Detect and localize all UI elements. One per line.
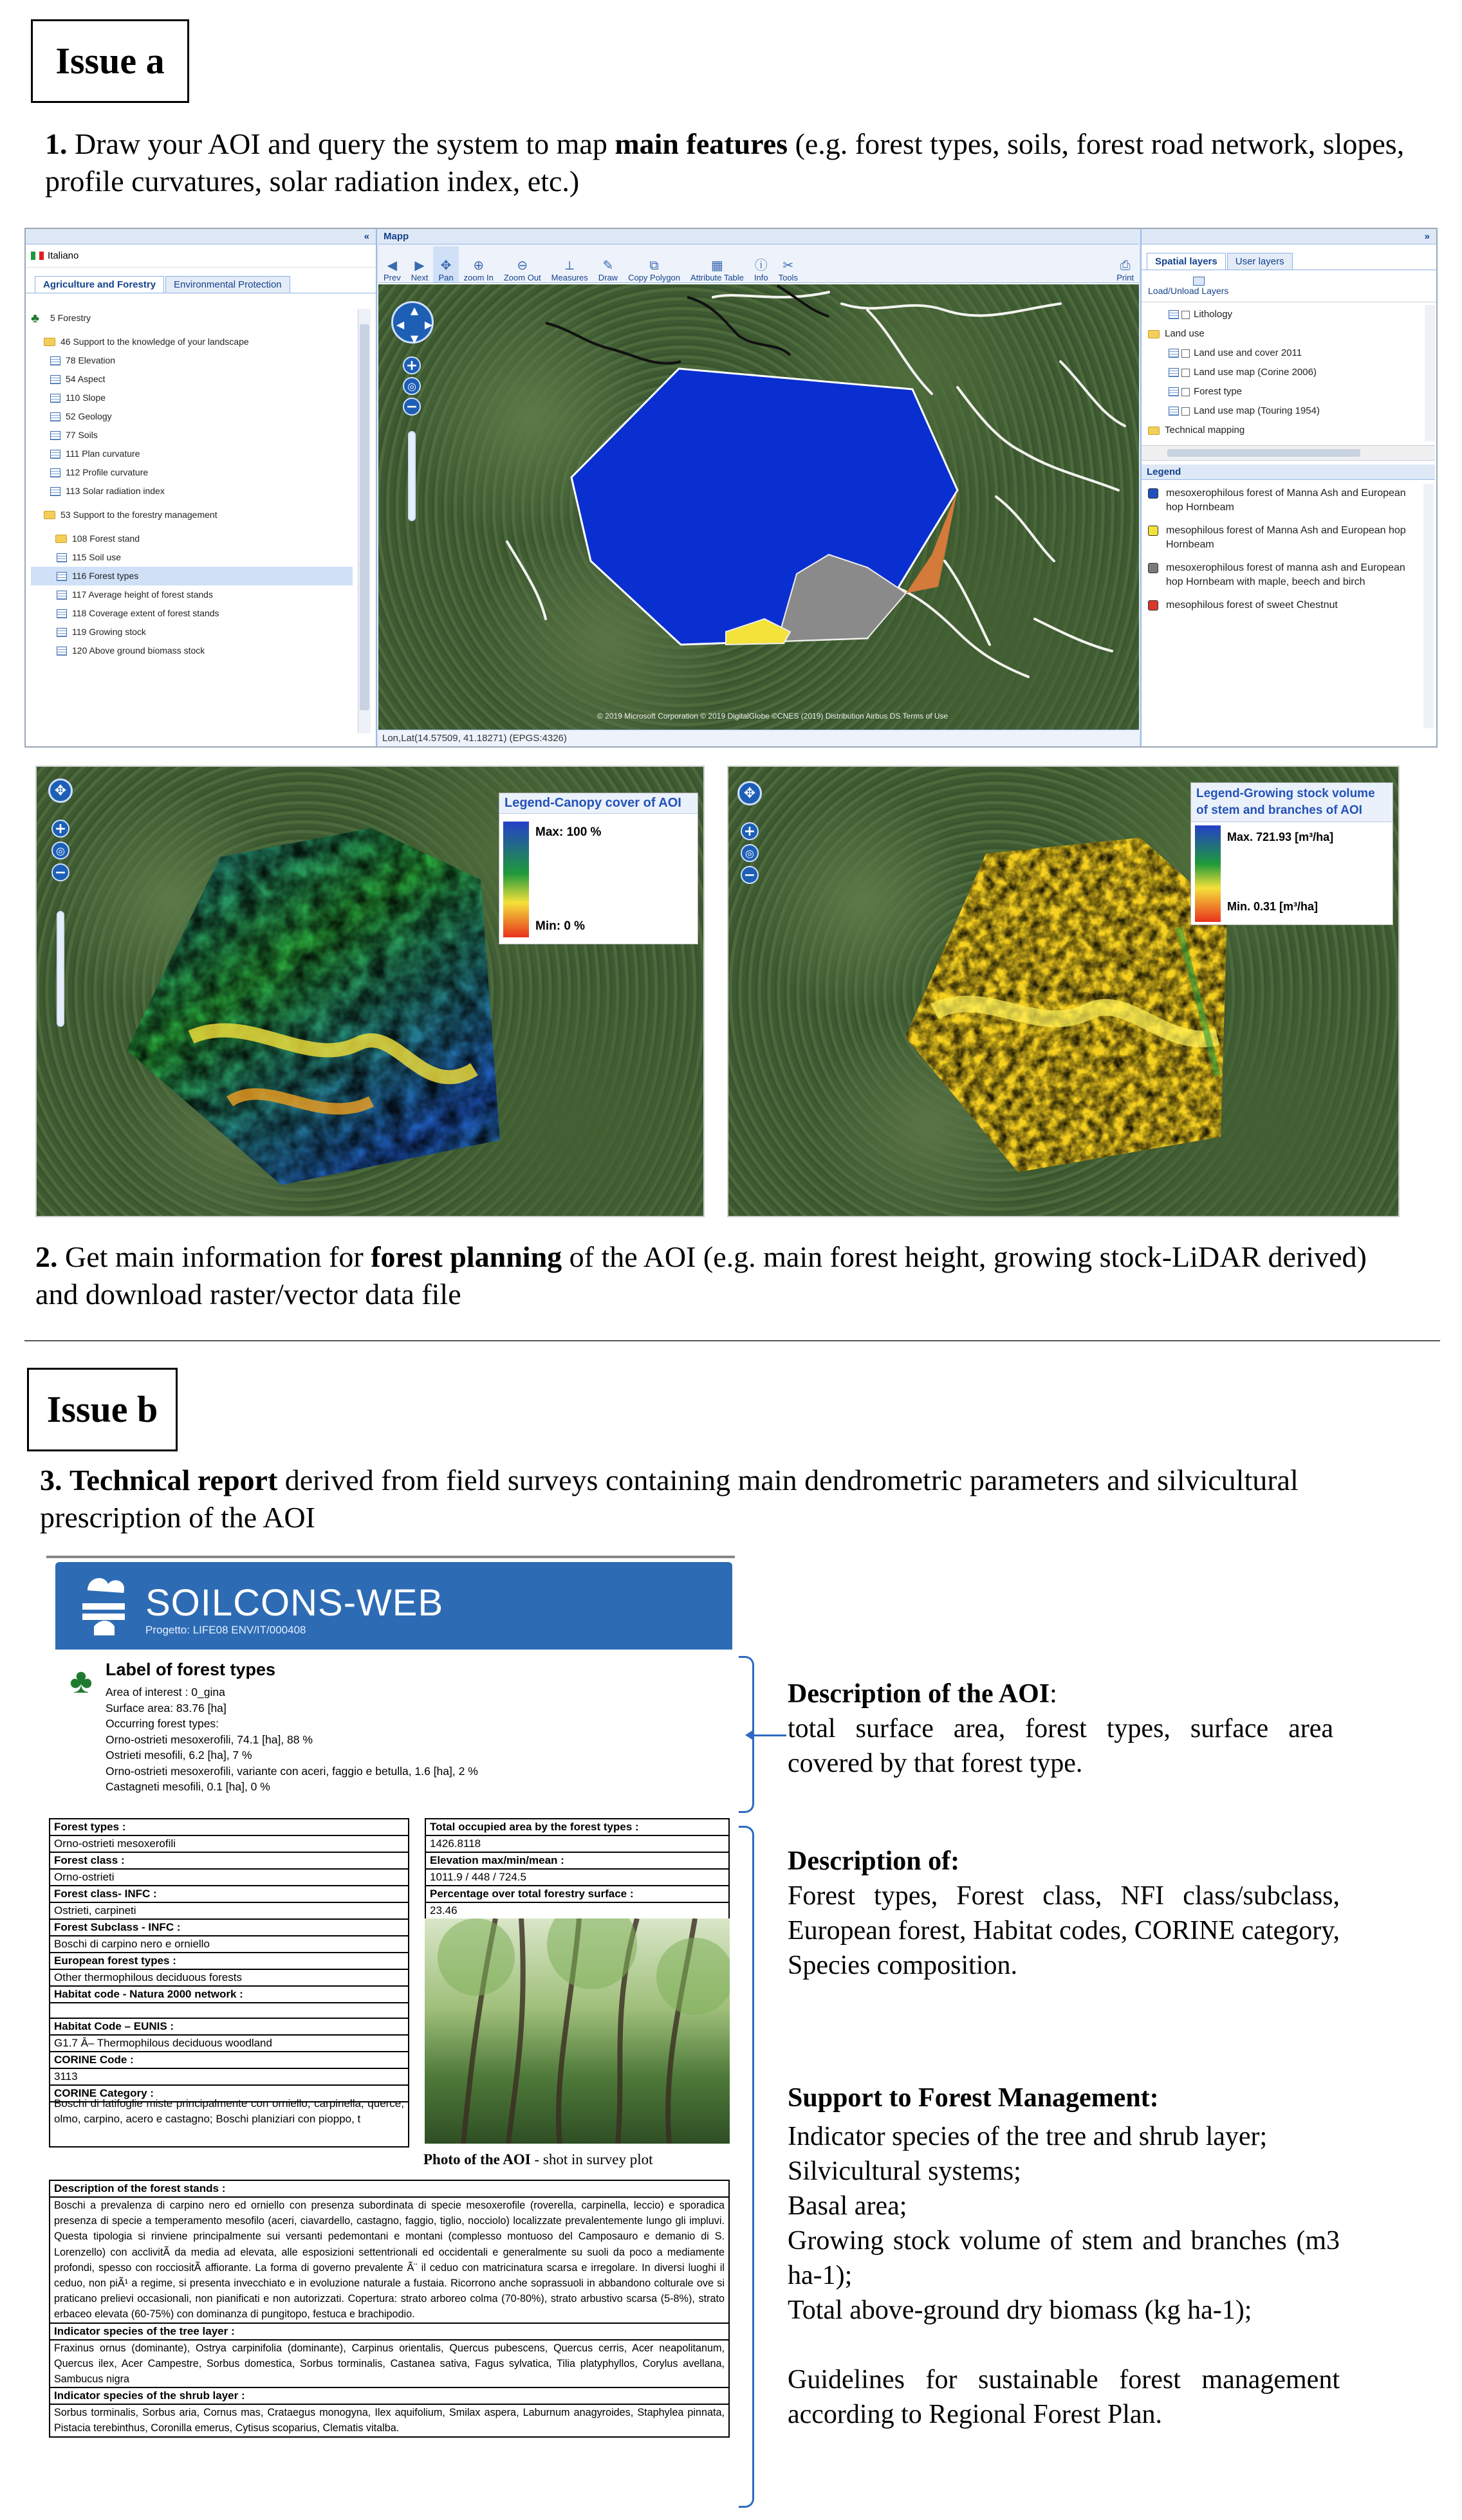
coordinate-readout: Lon,Lat(14.57509, 41.18271) (EPGS:4326) — [378, 730, 1139, 746]
label-title: Label of forest types — [106, 1660, 276, 1679]
legend-label: mesophilous forest of sweet Chestnut — [1166, 600, 1338, 611]
aoi-summary — [106, 1684, 478, 1795]
left-panel — [26, 229, 377, 746]
pan-up-icon[interactable]: ▲ — [410, 304, 419, 317]
toolbar-button-pan[interactable] — [433, 246, 458, 282]
layer-doc-icon — [1169, 368, 1179, 377]
table-value-cell: Orno-ostrieti mesoxerofili — [49, 1836, 409, 1853]
map-panel — [378, 229, 1139, 746]
toolbar-button-next[interactable] — [406, 246, 434, 282]
toolbar-button-attribute-table[interactable] — [685, 246, 749, 282]
right-panel — [1140, 229, 1436, 746]
stands-title: Description of the forest stands : — [50, 2181, 728, 2198]
layer-item[interactable] — [1145, 324, 1422, 344]
layer-doc-icon — [50, 356, 60, 365]
table-header-cell: Forest class- INFC : — [49, 1886, 409, 1903]
tree-item[interactable] — [31, 389, 353, 407]
summary-line: Surface area: 83.76 [ha] — [106, 1701, 227, 1715]
right-tabs — [1142, 244, 1436, 270]
map-zoom-control — [403, 356, 421, 521]
layer-doc-icon — [50, 487, 60, 496]
legend-item — [1145, 524, 1416, 552]
pan-control-icon[interactable]: ✥ — [48, 778, 73, 803]
legend-item — [1145, 486, 1416, 515]
layer-doc-icon — [1169, 407, 1179, 416]
left-tabs — [26, 268, 376, 293]
layer-doc-icon — [50, 468, 60, 477]
toolbar-ruler-icon: ⟂ — [565, 259, 574, 273]
shrub-layer-text: Sorbus torminalis, Sorbus aria, Cornus mas, Crataegus monogyna, Ilex aquifolium, Smilax aspera, Laburnum anagyroides, Staphylea pinnata, Pistacia terebinthus, Coronilla emerus, Cytisus scoparius, Clematis vitalba. — [54, 2407, 725, 2434]
tree-item[interactable] — [31, 529, 353, 548]
canopy-cover-map[interactable] — [35, 766, 705, 1217]
summary-line: Ostrieti mesofili, 6.2 [ha], 7 % — [106, 1749, 252, 1761]
language-selector[interactable]: Italiano — [26, 244, 376, 268]
layer-item[interactable] — [1145, 382, 1422, 401]
table-value-cell: 1426.8118 — [425, 1836, 730, 1853]
legend-item — [1145, 561, 1416, 589]
table-value-cell: Boschi di carpino nero e orniello — [49, 1936, 409, 1953]
layer-label: Lithology — [1194, 309, 1233, 320]
guidelines-text: Guidelines for sustainable forest management according to Regional Forest Plan. — [788, 2365, 1340, 2429]
tree-item-label: 78 Elevation — [66, 355, 116, 365]
legend-label: mesoxerophilous forest of Manna Ash and European hop Hornbeam — [1166, 488, 1406, 513]
toolbar-label: Info — [754, 273, 768, 282]
layer-doc-icon — [57, 628, 67, 637]
tree-item[interactable] — [31, 351, 353, 370]
tree-item-label: 116 Forest types — [72, 571, 139, 581]
toolbar-label: Pan — [438, 273, 454, 282]
table-value-cell: Orno-ostrieti — [49, 1870, 409, 1886]
table-value-cell: G1.7 Â– Thermophilous deciduous woodland — [49, 2036, 409, 2052]
layer-label: Forest type — [1194, 386, 1243, 397]
stands-text: Boschi a prevalenza di carpino nero ed orniello con presenza subordinata di specie mesoxerofile (roverella, carpinella, leccio) e sporadica presenza di specie a temperamento mesofilo (aceri, ciavardello, castagno, faggio, tiglio, nocciolo) localizzate prevalentemente lungo gli impluvi. Questa tipologia si rinviene principalmente sui versanti pedemontani e montani (complesso montuoso del Camposauro e demanio di S. Lorenzello) con acclivitÃ da media ad elevata, alle esposizioni settentrionali ed occidentali e generalmente su suoli da poco a mediamente profondi, spesso con rocciositÃ affiorante. La forma di governo prevalente Ã¨ il ceduo con matricinatura scarsa e irregolare. In diversi luoghi il ceduo, non piÃ¹ a regime, si presenta invecchiato e in evoluzione naturale a fustaia. Ricorrono anche soprassuoli in abbandono colturale ove si praticano prelievi occasionali, non pianificati e non autorizzati. Copertura: strato arboreo colma (70-80%), strato arbustivo scarsa (5-8%), strato erbaceo elevata (60-75%) con dominanza di pungitopo, festuca e brachipodio. — [50, 2198, 728, 2324]
table-value-cell: Ostrieti, carpineti — [49, 1903, 409, 1920]
layer-label: Land use and cover 2011 — [1194, 347, 1302, 358]
left-collapse-bar[interactable]: « — [26, 229, 376, 244]
layer-doc-icon — [57, 647, 67, 656]
layer-tree — [31, 309, 353, 660]
table-header-cell: Habitat code - Natura 2000 network : — [49, 1987, 409, 2003]
layer-item[interactable] — [1145, 363, 1422, 382]
soilcons-logo-icon — [75, 1571, 133, 1638]
canopy-legend-title: Legend-Canopy cover of AOI — [499, 793, 698, 814]
toolbar-info-icon: ⓘ — [754, 259, 768, 273]
layer-doc-icon — [50, 394, 60, 403]
zoom-in-icon[interactable]: + — [51, 820, 69, 838]
summary-line: Orno-ostrieti mesoxerofili, variante con aceri, faggio e betulla, 1.6 [ha], 2 % — [106, 1764, 478, 1778]
canopy-min-label: Min: 0 % — [535, 919, 586, 933]
legend-title: Legend — [1142, 464, 1435, 480]
toolbar-copy-icon: ⧉ — [649, 259, 659, 273]
gis-window — [24, 228, 1438, 748]
stock-min-label: Min. 0.31 [m³/ha] — [1227, 900, 1319, 913]
tree-item-label: 54 Aspect — [66, 374, 106, 384]
aoi-annotation: Description of the AOI: total surface area, forest types, surface area covered by that forest type. — [788, 1679, 1333, 1778]
tree-item-label: 5 Forestry — [50, 313, 91, 323]
toolbar-label: zoom In — [463, 273, 494, 282]
description-annotation: Description of: Forest types, Forest class, NFI class/subclass, European forest, Habitat codes, CORINE category, Species composition. — [788, 1846, 1340, 1980]
summary-line: Orno-ostrieti mesoxerofili, 74.1 [ha], 88 % — [106, 1733, 313, 1746]
toolbar-arrow-right-icon: ▶ — [414, 259, 425, 273]
toolbar-label: Next — [411, 273, 429, 282]
summary-line: Occurring forest types: — [106, 1717, 219, 1730]
tree-item[interactable] — [31, 623, 353, 641]
table-header-cell: Elevation max/min/mean : — [425, 1853, 730, 1870]
table-value-cell: 3113 — [49, 2069, 409, 2086]
legend-label: mesophilous forest of Manna Ash and European hop Hornbeam — [1166, 525, 1406, 550]
layer-label: Land use — [1165, 328, 1205, 339]
canopy-colorbar — [503, 822, 529, 937]
issue-b-label: Issue b — [27, 1368, 178, 1451]
tree-layer-title: Indicator species of the tree layer : — [50, 2324, 728, 2341]
tree-item-label: 118 Coverage extent of forest stands — [72, 608, 219, 618]
summary-line: Area of interest : 0_gina — [106, 1686, 225, 1698]
layer-doc-icon — [50, 450, 60, 459]
tree-item-label: 111 Plan curvature — [66, 448, 140, 459]
map-toolbar — [378, 244, 1139, 283]
tree-item-label: 119 Growing stock — [72, 627, 146, 637]
table-header-cell: Habitat Code – EUNIS : — [49, 2019, 409, 2036]
aoi-polygon[interactable] — [571, 369, 958, 645]
layer-item[interactable] — [1145, 421, 1422, 440]
toolbar-label: Zoom Out — [503, 273, 541, 282]
pan-control-icon[interactable]: ✥ — [737, 781, 762, 805]
legend-swatch — [1148, 488, 1158, 499]
map-attribution: © 2019 Microsoft Corporation © 2019 DigitalGlobe ©CNES (2019) Distribution Airbus DS Terms of Use — [597, 712, 948, 721]
tab-user-layers[interactable]: User layers — [1227, 253, 1293, 270]
pan-down-icon[interactable]: ▼ — [410, 332, 419, 345]
layer-label: Technical mapping — [1165, 425, 1245, 436]
table-header-cell: Percentage over total forestry surface : — [425, 1886, 730, 1903]
table-value-cell: 23.46 — [425, 1903, 730, 1920]
zoom-slider[interactable] — [57, 911, 64, 1027]
tree-item-label: 52 Geology — [66, 411, 112, 421]
stock-max-label: Max. 721.93 [m³/ha] — [1227, 831, 1334, 843]
step3-caption: 3. Technical report derived from field surveys containing main dendrometric parameters and silvicultural prescription of the AOI — [40, 1464, 1299, 1534]
layer-doc-icon — [1169, 387, 1179, 396]
app-name: SOILCONS-WEB — [145, 1582, 444, 1624]
technical-report — [46, 1556, 735, 2508]
tree-item[interactable] — [31, 482, 353, 501]
legend-item — [1145, 598, 1416, 612]
legend-swatch — [1148, 526, 1158, 536]
tree-item[interactable] — [31, 463, 353, 482]
table-header-cell: Forest types : — [49, 1819, 409, 1836]
tree-item-label: 110 Slope — [66, 392, 106, 403]
tree-item[interactable] — [31, 370, 353, 389]
aoi-photo — [425, 1918, 730, 2144]
legend-swatch — [1148, 600, 1158, 611]
layer-item[interactable] — [1145, 401, 1422, 421]
zoom-slider[interactable] — [408, 431, 416, 521]
tree-item-label: 53 Support to the forestry management — [60, 510, 217, 520]
management-item: Growing stock volume of stem and branches (m3 ha-1); — [788, 2226, 1340, 2290]
table-value-cell — [49, 2003, 409, 2019]
tree-item[interactable] — [31, 426, 353, 445]
layer-label: Land use map (Touring 1954) — [1194, 405, 1320, 416]
forest-stands-box — [49, 2180, 730, 2438]
tree-item[interactable] — [31, 333, 353, 351]
table-header-cell: Forest Subclass - INFC : — [49, 1920, 409, 1936]
layer-doc-icon — [57, 572, 67, 581]
toolbar-label: Copy Polygon — [628, 273, 681, 282]
zoom-out-icon[interactable]: − — [403, 398, 421, 416]
load-unload-button[interactable]: Load/Unload Layers — [1142, 270, 1436, 302]
table-value-cell: 1011.9 / 448 / 724.5 — [425, 1870, 730, 1886]
zoom-out-icon[interactable]: − — [741, 866, 759, 884]
canopy-map-controls — [48, 778, 73, 1027]
growing-stock-map[interactable] — [727, 766, 1400, 1217]
table-header-cell: Forest class : — [49, 1853, 409, 1870]
report-header — [55, 1562, 732, 1650]
tree-item[interactable] — [31, 641, 353, 660]
forest-types-table — [49, 1818, 409, 2102]
tree-item-label: 115 Soil use — [72, 552, 122, 562]
legend-scrollbar[interactable] — [1423, 484, 1434, 728]
tree-item[interactable] — [31, 445, 353, 463]
flag-italy-icon — [31, 252, 44, 260]
layer-checkbox[interactable] — [1181, 311, 1190, 319]
table-value-cell: Other thermophilous deciduous forests — [49, 1970, 409, 1987]
zoom-in-icon[interactable]: + — [403, 356, 421, 374]
layers-hscrollbar[interactable] — [1142, 445, 1435, 461]
summary-line: Castagneti mesofili, 0.1 [ha], 0 % — [106, 1780, 270, 1793]
tree-item-label: 113 Solar radiation index — [66, 486, 165, 496]
legend-list — [1145, 486, 1416, 621]
zoom-in-icon[interactable]: + — [741, 822, 759, 840]
layer-doc-icon — [1169, 310, 1179, 319]
folder-icon — [55, 535, 67, 543]
satellite-map[interactable] — [378, 284, 1139, 730]
toolbar-pan-icon: ✥ — [440, 259, 452, 273]
globe-icon[interactable]: ◎ — [741, 844, 759, 862]
table-header-cell: European forest types : — [49, 1953, 409, 1970]
map-title: Mapp — [378, 229, 1139, 244]
layers-icon — [1193, 277, 1205, 286]
layer-doc-icon — [50, 431, 60, 440]
map-overlays — [378, 284, 1139, 730]
management-item: Silvicultural systems; — [788, 2157, 1021, 2186]
left-scrollbar[interactable] — [358, 309, 371, 733]
toolbar-button-prev[interactable] — [378, 246, 406, 282]
layers-scrollbar[interactable] — [1425, 305, 1435, 441]
layers-list — [1145, 305, 1422, 441]
zoom-out-icon[interactable]: − — [51, 863, 69, 881]
layer-doc-icon — [1169, 349, 1179, 358]
canopy-legend — [499, 793, 698, 944]
folder-icon — [44, 338, 55, 346]
pan-right-icon[interactable]: ▶ — [424, 318, 433, 331]
stock-legend-title: Legend-Growing stock volume of stem and branches of AOI — [1191, 783, 1393, 822]
toolbar-zoom-out-icon: ⊖ — [517, 259, 528, 273]
right-collapse-bar[interactable]: » — [1142, 229, 1436, 244]
tree-item[interactable] — [31, 506, 353, 524]
tree-item[interactable] — [31, 407, 353, 426]
management-item: Indicator species of the tree and shrub layer; — [788, 2122, 1268, 2151]
toolbar-button-draw[interactable] — [593, 246, 623, 282]
map-nav-control[interactable] — [391, 301, 434, 344]
toolbar-table-icon: ▦ — [711, 259, 723, 273]
tree-item-label: 46 Support to the knowledge of your landscape — [60, 336, 249, 347]
area-stats-table — [425, 1818, 730, 1920]
table-header-cell: CORINE Category : — [49, 2086, 409, 2102]
toolbar-print-icon: ⎙ — [1120, 259, 1131, 273]
toolbar-button-print[interactable] — [1111, 246, 1139, 282]
tree-item[interactable] — [31, 548, 353, 567]
toolbar-label: Print — [1116, 273, 1134, 282]
toolbar-button-copy-polygon[interactable] — [623, 246, 685, 282]
globe-icon[interactable]: ◎ — [51, 842, 69, 860]
folder-icon — [44, 511, 55, 519]
tree-layer-text: Fraxinus ornus (dominante), Ostrya carpinifolia (dominante), Carpinus orientalis, Quercus pubescens, Quercus cerris, Acer neapolitanum, Quercus ilex, Acer Campestre, Sorbus domestica, Sorbus torminalis, Castanea sativa, Fagus sylvatica, Tilia platyphyllos, Corylus avellana, Sambucus nigra — [50, 2341, 728, 2389]
tree-item-label: 117 Average height of forest stands — [72, 589, 213, 600]
layer-checkbox[interactable] — [1181, 388, 1190, 396]
legend-label: mesoxerophilous forest of manna ash and European hop Hornbeam with maple, beech and birch — [1166, 562, 1405, 587]
toolbar-button-tools[interactable] — [773, 246, 803, 282]
layer-doc-icon — [50, 412, 60, 421]
layer-doc-icon — [57, 609, 67, 618]
table-header-cell: Total occupied area by the forest types : — [425, 1819, 730, 1836]
toolbar-button-info[interactable] — [749, 246, 773, 282]
tree-item[interactable] — [31, 604, 353, 623]
layer-checkbox[interactable] — [1181, 349, 1190, 358]
tree-item-label: 112 Profile curvature — [66, 467, 149, 477]
layer-doc-icon — [50, 375, 60, 384]
tab-agriculture[interactable]: Agriculture and Forestry — [35, 276, 164, 293]
issue-a-label: Issue a — [31, 19, 189, 103]
canopy-max-label: Max: 100 % — [535, 825, 602, 839]
layer-checkbox[interactable] — [1181, 407, 1190, 416]
layer-item[interactable] — [1145, 305, 1422, 324]
toolbar-label: Prev — [384, 273, 401, 282]
toolbar-label: Attribute Table — [690, 273, 744, 282]
layer-doc-icon — [57, 553, 67, 562]
toolbar-label: Draw — [598, 273, 618, 282]
management-item: Basal area; — [788, 2191, 907, 2221]
toolbar-arrow-left-icon: ◀ — [387, 259, 398, 273]
legend-swatch — [1148, 563, 1158, 573]
stock-legend — [1190, 782, 1393, 925]
layer-doc-icon — [57, 591, 67, 600]
table-header-cell: CORINE Code : — [49, 2052, 409, 2069]
tree-item-label: 120 Above ground biomass stock — [72, 645, 205, 656]
toolbar-zoom-in-icon: ⊕ — [473, 259, 485, 273]
stock-map-controls — [737, 781, 762, 884]
toolbar-label: Measures — [551, 273, 588, 282]
toolbar-tools-icon: ✂ — [782, 259, 794, 273]
layer-checkbox[interactable] — [1181, 369, 1190, 377]
tab-spatial-layers[interactable]: Spatial layers — [1147, 253, 1226, 270]
section-divider — [24, 1340, 1440, 1341]
shrub-layer-title: Indicator species of the shrub layer : — [50, 2388, 728, 2405]
pan-left-icon[interactable]: ◀ — [396, 318, 405, 331]
toolbar-button-measures[interactable] — [546, 246, 593, 282]
management-item: Total above-ground dry biomass (kg ha-1); — [788, 2295, 1252, 2325]
toolbar-draw-icon: ✎ — [602, 259, 614, 273]
globe-icon[interactable]: ◎ — [403, 377, 421, 395]
folder-icon — [1148, 330, 1160, 338]
toolbar-label: Tools — [778, 273, 798, 282]
management-annotation: Support to Forest Management: Indicator species of the tree and shrub layer; Silvicultural systems; Basal area; Growing stock volume of stem and branches (m3 ha-1); Total above-ground dry biomass (kg ha-1); Guidelines for sustainable forest management according to Regional Forest Plan. — [788, 2081, 1340, 2432]
step1-caption: 1. Draw your AOI and query the system to map main features (e.g. forest types, soils, forest road network, slopes, profile curvatures, solar radiation index, etc.) — [45, 127, 1405, 198]
report-top-rule — [46, 1556, 735, 1558]
tree-item[interactable] — [31, 585, 353, 604]
photo-caption: Photo of the AOI - shot in survey plot — [423, 2151, 653, 2167]
toolbar-button-zoom-in[interactable] — [459, 246, 499, 282]
corine-category-value: Boschi di latifoglie miste principalmente con orniello, carpinella, querce, olmo, carpino, acero e castagno; Boschi planiziari con pioppo, t — [49, 2096, 409, 2148]
arrow-aoi — [752, 1734, 786, 1736]
layer-label: Land use map (Corine 2006) — [1194, 367, 1317, 378]
stock-colorbar — [1195, 825, 1221, 922]
tree-item[interactable] — [31, 309, 353, 327]
folder-icon — [1148, 427, 1160, 435]
tree-item-label: 108 Forest stand — [72, 533, 140, 544]
toolbar-button-zoom-out[interactable] — [499, 246, 546, 282]
brace-description — [739, 1826, 754, 2508]
step2-caption: 2. Get main information for forest planning of the AOI (e.g. main forest height, growing stock-LiDAR derived) and download raster/vector data file — [35, 1240, 1367, 1311]
tab-environmental[interactable]: Environmental Protection — [165, 276, 290, 293]
project-code: Progetto: LIFE08 ENV/IT/000408 — [145, 1624, 306, 1636]
tree-icon: ♣ — [31, 311, 40, 326]
tree-item-label: 77 Soils — [66, 430, 98, 440]
forest-tree-icon: ♣ — [69, 1662, 93, 1700]
tree-item[interactable] — [31, 567, 353, 585]
layer-item[interactable] — [1145, 344, 1422, 363]
